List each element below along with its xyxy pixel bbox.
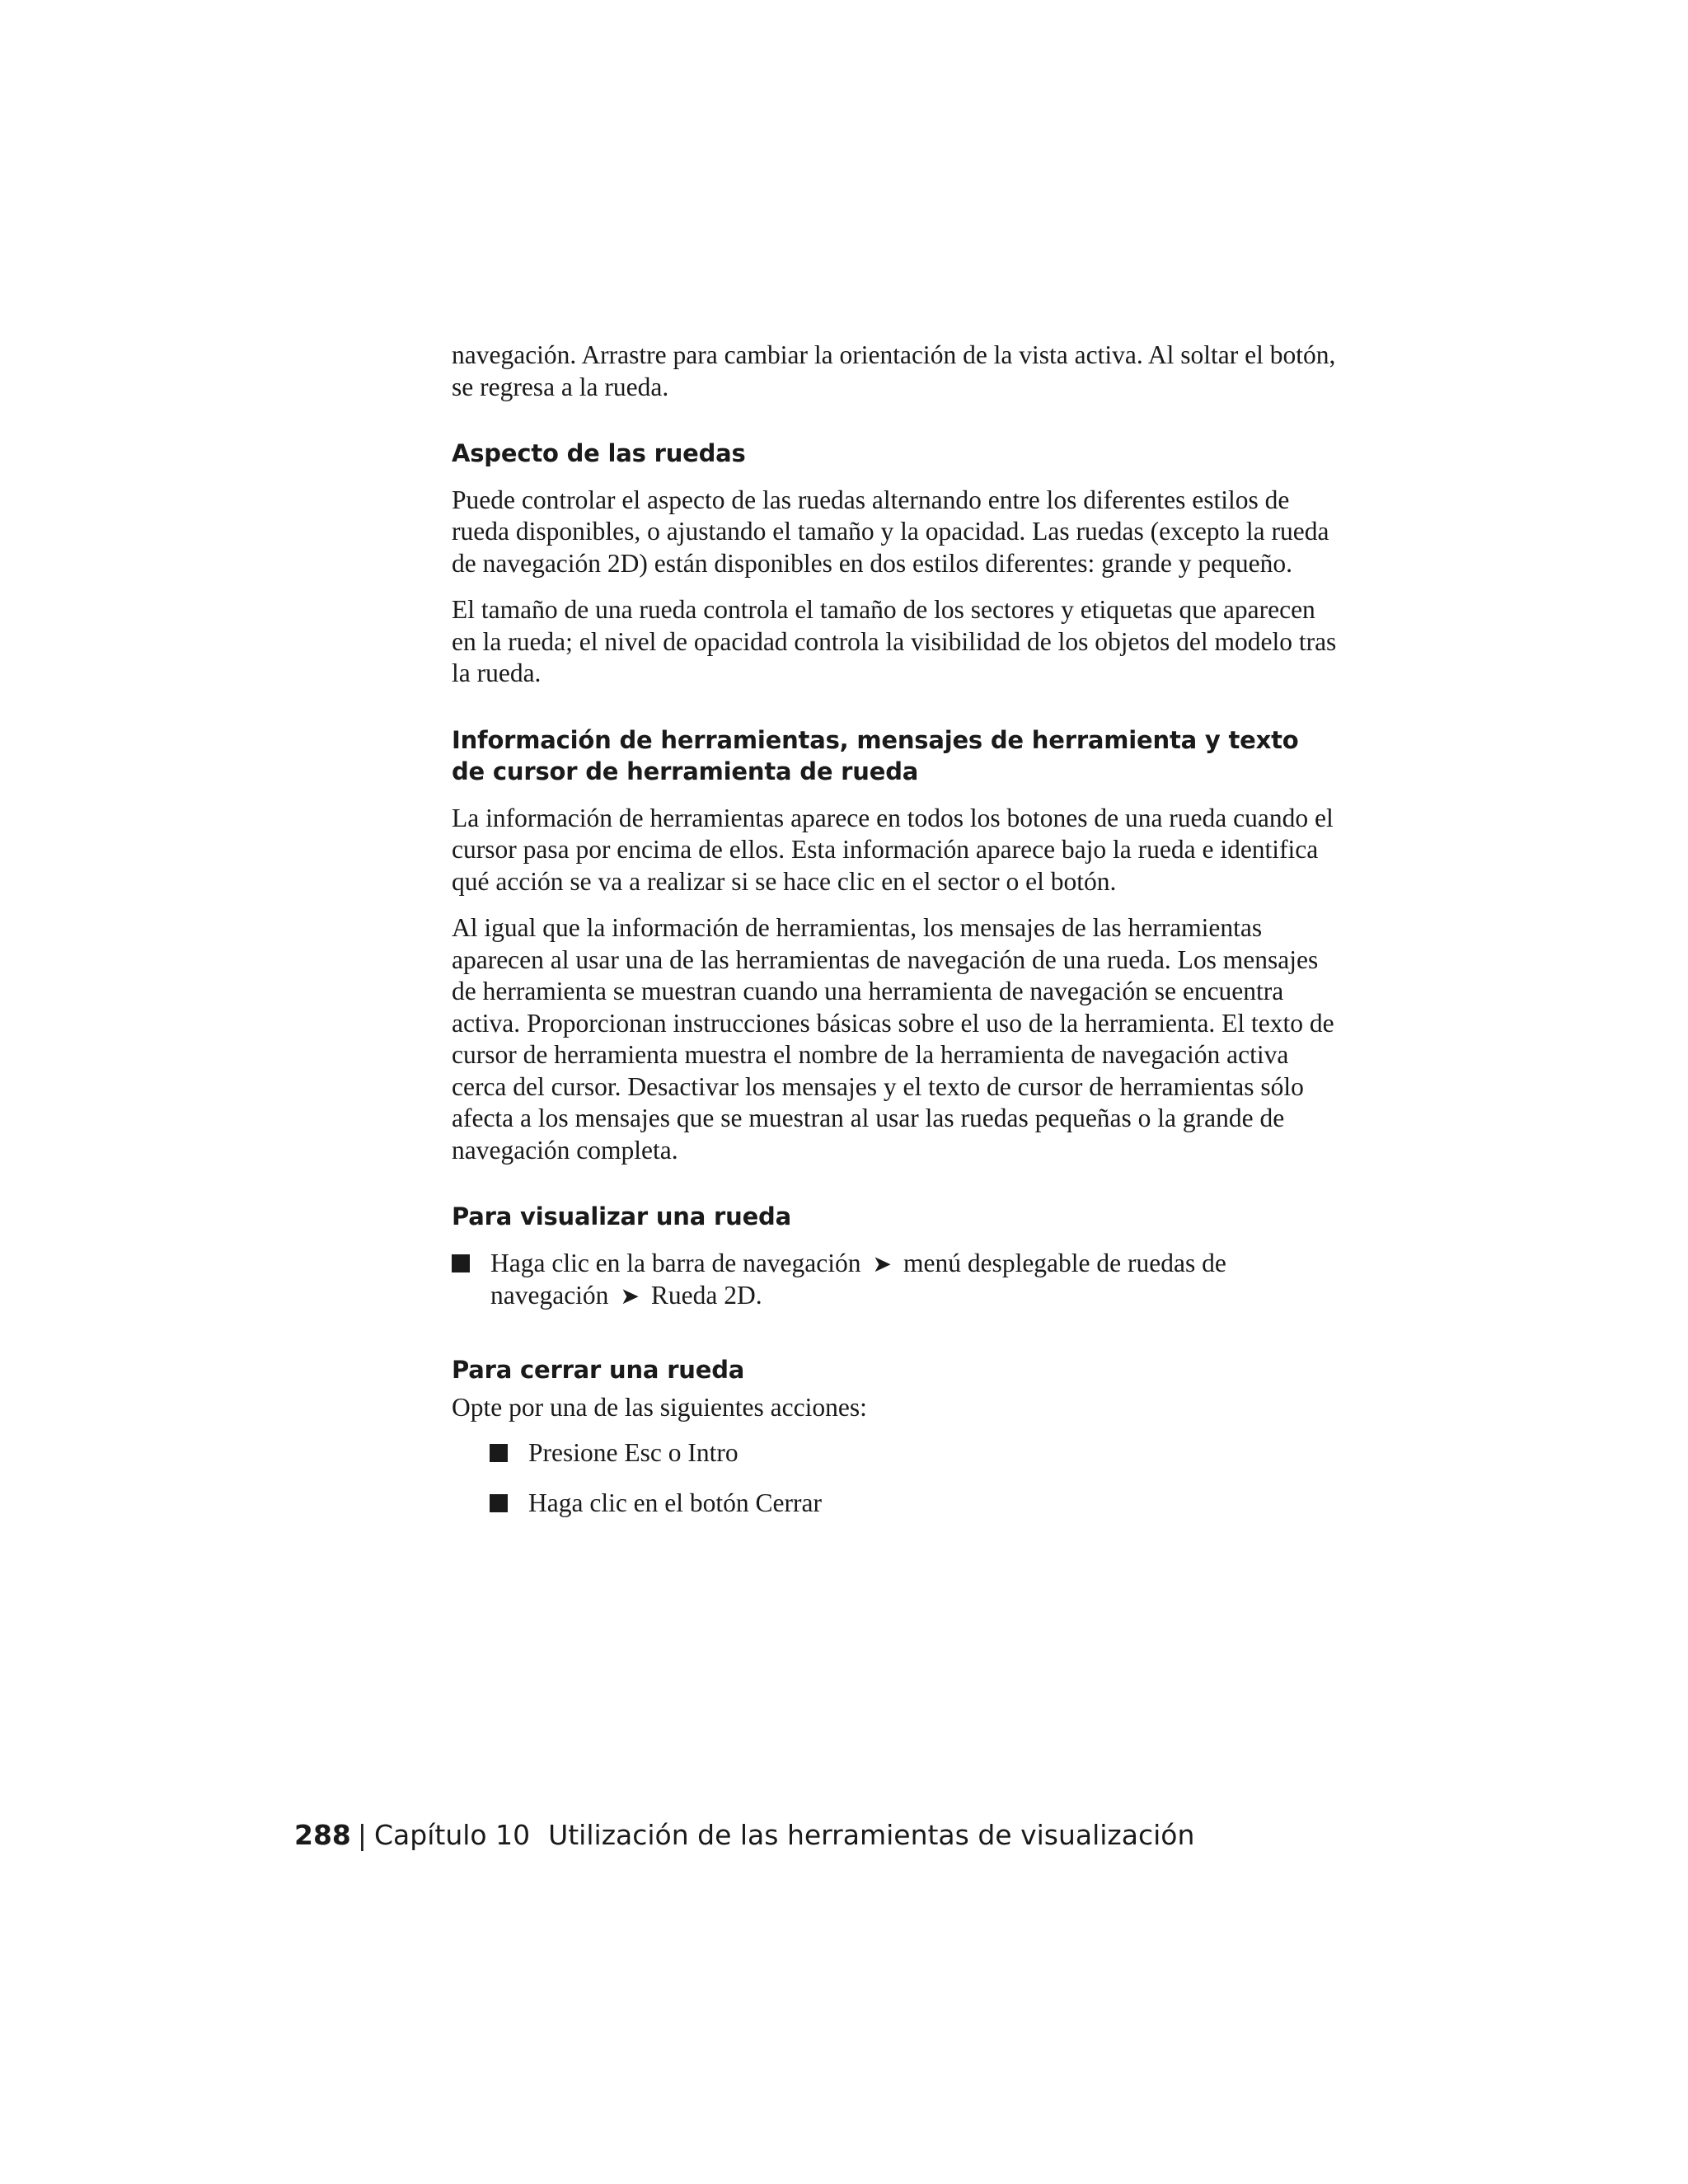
display-step-text [490, 1248, 1338, 1313]
list-item [490, 1488, 1338, 1520]
list-item [490, 1437, 1338, 1469]
list-item [452, 1248, 1338, 1313]
bullet-square-icon [490, 1444, 508, 1462]
close-option-text: Haga clic en el botón Cerrar [528, 1488, 822, 1517]
chapter-title: Utilización de las herramientas de visualización [548, 1819, 1195, 1851]
appearance-paragraph-1: Puede controlar el aspecto de las ruedas alternando entre los diferentes estilos de rueda disponibles, o ajustando el tamaño y la opacidad. Las ruedas (excepto la rueda de navegación 2D) están disponibles en dos estilos diferentes: grande y pequeño. [452, 485, 1329, 578]
display-steps [452, 1248, 1338, 1313]
appearance-paragraph-2: El tamaño de una rueda controla el tamaño de los sectores y etiquetas que aparecen en la rueda; el nivel de opacidad controla la visibilidad de los objetos del modelo tras la rueda. [452, 595, 1337, 687]
arrow-right-icon: ➤ [620, 1282, 640, 1310]
page-body [452, 340, 1338, 1520]
step-part-2: menú desplegable de ruedas de navegación [490, 1248, 1226, 1310]
bullet-square-icon [490, 1494, 508, 1512]
tooltips-paragraph-2: Al igual que la información de herramientas, los mensajes de las herramientas aparecen al usar una de las herramientas de navegación de una rueda. Los mensajes de herramienta se muestran cuando una herramienta de navegación se encuentra activa. Proporcionan instrucciones básicas sobre el uso de la herramienta. El texto de cursor de herramienta muestra el nombre de la herramienta de navegación activa cerca del cursor. Desactivar los mensajes y el texto de cursor de herramientas sólo afecta a los mensajes que se muestran al usar las ruedas pequeñas o la grande de navegación completa. [452, 913, 1334, 1165]
heading-wheel-appearance: Aspecto de las ruedas [452, 439, 746, 467]
close-option-text: Presione Esc o Intro [528, 1437, 738, 1467]
step-part-1: Haga clic en la barra de navegación [490, 1248, 861, 1277]
chapter-label: Capítulo 10 [374, 1819, 531, 1851]
step-part-3: Rueda 2D. [650, 1281, 762, 1310]
close-intro: Opte por una de las siguientes acciones: [452, 1393, 867, 1422]
intro-paragraph: navegación. Arrastre para cambiar la orientación de la vista activa. Al soltar el botón, se regresa a la rueda. [452, 340, 1336, 401]
arrow-right-icon: ➤ [872, 1249, 892, 1277]
heading-tooltips: Información de herramientas, mensajes de herramienta y texto de cursor de herramienta de rueda [452, 725, 1299, 785]
heading-close-wheel: Para cerrar una rueda [452, 1355, 745, 1384]
page-number: 288 [294, 1819, 351, 1851]
footer-separator: | [357, 1819, 368, 1851]
tooltips-paragraph-1: La información de herramientas aparece en todos los botones de una rueda cuando el cursor pasa por encima de ellos. Esta información aparece bajo la rueda e identifica qué acción se va a realizar si se hace clic en el sector o el botón. [452, 803, 1334, 896]
page-footer [294, 1817, 1194, 1854]
bullet-square-icon [452, 1254, 470, 1272]
close-options [490, 1437, 1338, 1520]
heading-display-wheel: Para visualizar una rueda [452, 1202, 791, 1230]
